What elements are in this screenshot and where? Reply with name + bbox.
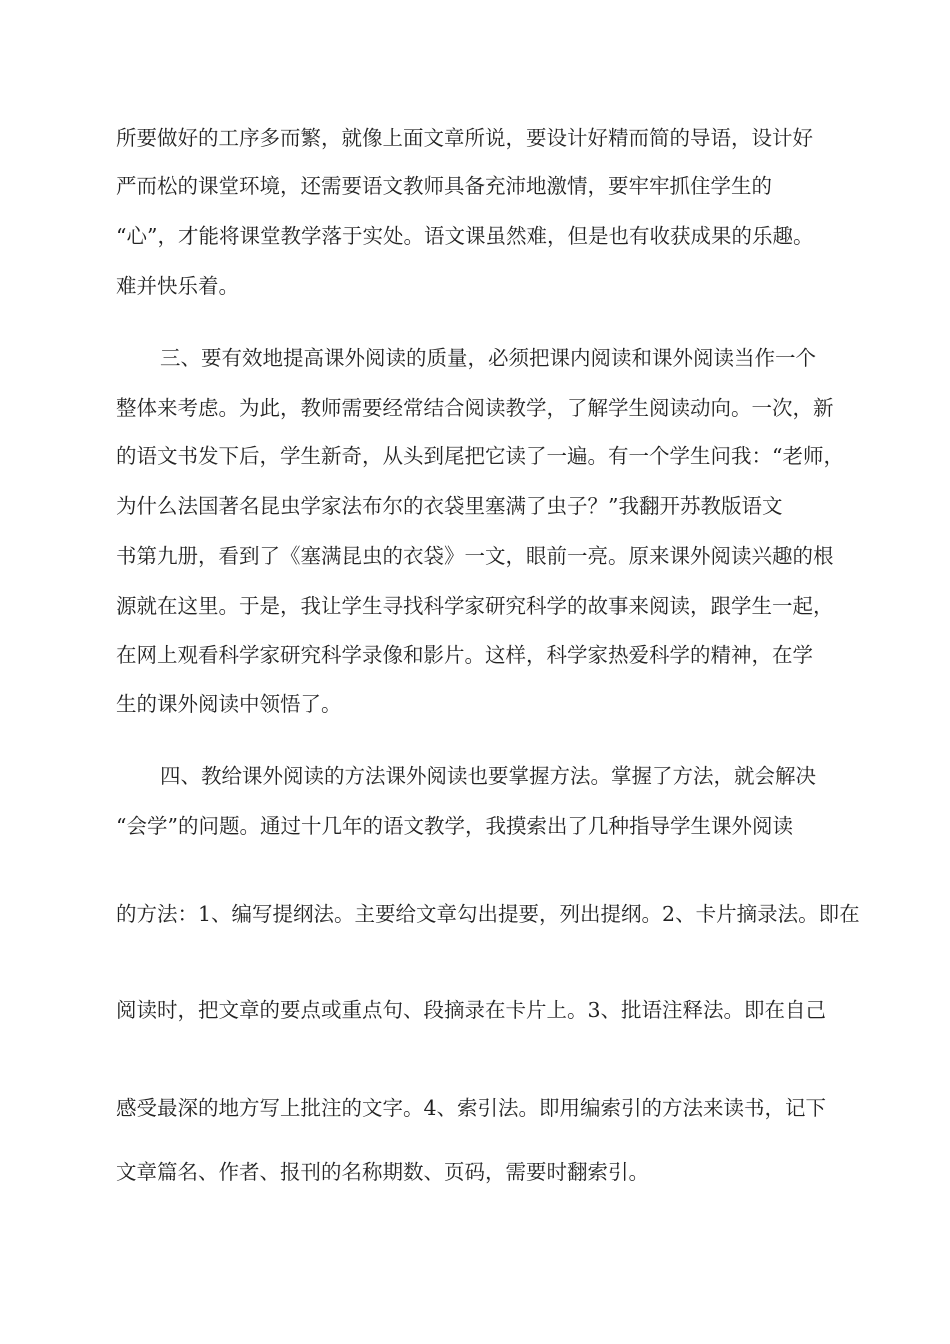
paragraph-2-line-2: 整体来考虑。为此，教师需要经常结合阅读教学，了解学生阅读动向。一次，新 <box>116 396 834 420</box>
paragraph-2-line-4: 为什么法国著名昆虫学家法布尔的衣袋里塞满了虫子？”我翻开苏教版语文 <box>116 494 783 518</box>
paragraph-1-line-1: 所要做好的工序多而繁，就像上面文章所说，要设计好精而简的导语，设计好 <box>116 126 813 150</box>
paragraph-3-line-3: 的方法：1、编写提纲法。主要给文章勾出提要，列出提纲。2、卡片摘录法。即在 <box>116 902 860 926</box>
paragraph-3-line-6: 文章篇名、作者、报刊的名称期数、页码，需要时翻索引。 <box>116 1160 649 1184</box>
paragraph-2-line-8: 生的课外阅读中领悟了。 <box>116 692 342 716</box>
paragraph-3-line-1: 四、教给课外阅读的方法课外阅读也要掌握方法。掌握了方法，就会解决 <box>160 764 816 788</box>
paragraph-1-line-4: 难并快乐着。 <box>116 274 239 298</box>
paragraph-2-line-5: 书第九册，看到了《塞满昆虫的衣袋》一文，眼前一亮。原来课外阅读兴趣的根 <box>116 544 834 568</box>
paragraph-3-line-4: 阅读时，把文章的要点或重点句、段摘录在卡片上。3、批语注释法。即在自己 <box>116 998 827 1022</box>
paragraph-2-line-3: 的语文书发下后，学生新奇，从头到尾把它读了一遍。有一个学生问我：“老师， <box>116 444 844 468</box>
paragraph-1-line-3: “心”，才能将课堂教学落于实处。语文课虽然难，但是也有收获成果的乐趣。 <box>116 224 814 248</box>
paragraph-2-line-6: 源就在这里。于是，我让学生寻找科学家研究科学的故事来阅读，跟学生一起， <box>116 594 834 618</box>
paragraph-3-line-5: 感受最深的地方写上批注的文字。4、索引法。即用编索引的方法来读书，记下 <box>116 1096 827 1120</box>
paragraph-2-line-1: 三、要有效地提高课外阅读的质量，必须把课内阅读和课外阅读当作一个 <box>160 346 816 370</box>
paragraph-3-line-2: “会学”的问题。通过十几年的语文教学，我摸索出了几种指导学生课外阅读 <box>116 814 793 838</box>
paragraph-1-line-2: 严而松的课堂环境，还需要语文教师具备充沛地激情，要牢牢抓住学生的 <box>116 174 772 198</box>
paragraph-2-line-7: 在网上观看科学家研究科学录像和影片。这样，科学家热爱科学的精神，在学 <box>116 643 813 667</box>
